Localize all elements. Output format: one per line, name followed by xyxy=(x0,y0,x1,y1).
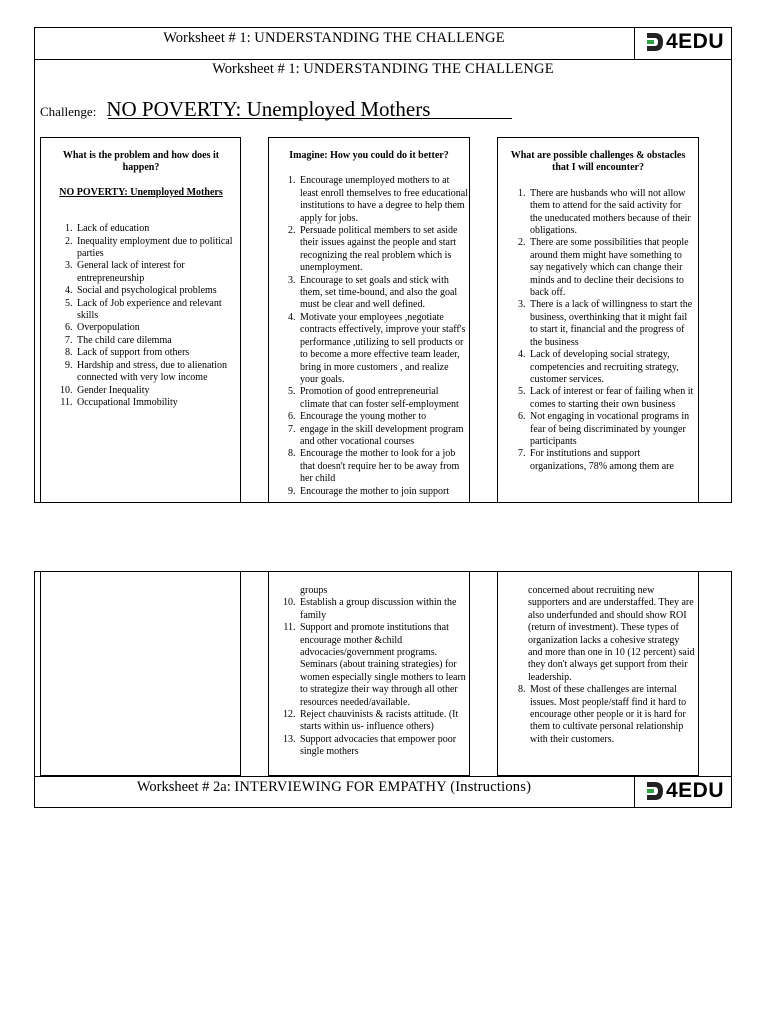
obstacles-heading: What are possible challenges & obstacles that I will encounter? xyxy=(510,150,686,174)
worksheet-2a-header xyxy=(34,779,634,796)
list-item: 11. Support and promote institutions that encourage mother &child advocacies/government programs. Seminars (about training strategies) for women especially single mothers to learn to strategize their way through all other resources needed/available. xyxy=(298,622,468,709)
obstacles-column xyxy=(500,150,696,501)
list-item: 5. Lack of Job experience and relevant skills xyxy=(75,298,237,323)
footer-logo-divider xyxy=(634,776,635,808)
list-item: 4. Social and psychological problems xyxy=(75,285,237,297)
imagine-list-continued xyxy=(270,597,468,758)
logo-4edu xyxy=(645,29,724,55)
list-item: 1. There are husbands who will not allow them to attend for the said activity for the uneducated mothers because of their obligations. xyxy=(528,188,696,238)
list-item: 5. Promotion of good entrepreneurial climate that can foster self-employment xyxy=(298,386,468,411)
list-item: 13. Support advocacies that empower poor single mothers xyxy=(298,734,468,759)
obstacles-list-continued xyxy=(500,684,696,746)
header-divider xyxy=(34,59,732,60)
imagine-heading: Imagine: How you could do it better? xyxy=(289,150,449,161)
list-item: 12. Reject chauvinists & racists attitude. (It starts within us- influence others) xyxy=(298,709,468,734)
logo-mark-icon xyxy=(645,31,665,53)
logo-mark-icon xyxy=(645,780,665,802)
list-item: 1. Encourage unemployed mothers to at least enroll themselves to free educational institutions to have a degree to help them apply for jobs. xyxy=(298,175,468,225)
obstacles-list xyxy=(500,188,696,473)
list-item: 8. Most of these challenges are internal issues. Most people/staff find it hard to encourage other people or it is hard for them to cultivate personal relationship with their customers. xyxy=(528,684,696,746)
problem-list xyxy=(45,223,237,409)
imagine-column-continued xyxy=(270,585,468,775)
list-item: 7. engage in the skill development program and other vocational courses xyxy=(298,424,468,449)
list-item: 6. Encourage the young mother to xyxy=(298,411,468,423)
logo-divider xyxy=(634,27,635,59)
list-item: 6. Overpopulation xyxy=(75,322,237,334)
list-item: 11. Occupational Immobility xyxy=(75,397,237,409)
list-item: 7. The child care dilemma xyxy=(75,335,237,347)
list-item: 9. Hardship and stress, due to alienation connected with very low income xyxy=(75,360,237,385)
worksheet-title: UNDERSTANDING THE CHALLENGE xyxy=(303,61,554,77)
worksheet-1-header xyxy=(34,30,634,47)
worksheet-prefix: Worksheet # 1: xyxy=(163,30,255,46)
challenge-underline xyxy=(108,118,512,119)
list-item: 3. There is a lack of willingness to start the business, overthinking that it might fail to start it, financial and the progress of the business xyxy=(528,299,696,349)
worksheet-title: INTERVIEWING FOR EMPATHY (Instructions) xyxy=(234,779,532,795)
list-item: 2. Inequality employment due to political parties xyxy=(75,236,237,261)
problem-subheading: NO POVERTY: Unemployed Mothers xyxy=(59,186,223,198)
list-item: 7. For institutions and support organizations, 78% among them are xyxy=(528,448,696,473)
list-item: 8. Encourage the mother to look for a job that doesn't require her to be away from her child xyxy=(298,448,468,485)
footer-divider xyxy=(34,776,732,777)
obstacles-column-continued xyxy=(500,585,696,775)
logo-text: 4EDU xyxy=(666,779,725,802)
challenge-text: NO POVERTY: Unemployed Mothers xyxy=(106,97,431,121)
problem-heading: What is the problem and how does it happen? xyxy=(62,150,220,174)
list-item: 8. Lack of support from others xyxy=(75,347,237,359)
worksheet-title: UNDERSTANDING THE CHALLENGE xyxy=(254,30,505,46)
list-item: 2. There are some possibilities that people around them might have something to say negatively which can change their minds and to decline their decisions to back off. xyxy=(528,237,696,299)
list-item: 5. Lack of interest or fear of failing when it comes to starting their own business xyxy=(528,386,696,411)
imagine-column xyxy=(270,150,468,501)
worksheet-prefix: Worksheet # 1: xyxy=(212,61,304,77)
problem-column xyxy=(45,150,237,409)
list-item: 1. Lack of education xyxy=(75,223,237,235)
list-item: 3. General lack of interest for entrepreneurship xyxy=(75,260,237,285)
worksheet-1-subheader xyxy=(34,61,732,78)
list-item: 10. Establish a group discussion within the family xyxy=(298,597,468,622)
worksheet-prefix: Worksheet # 2a: xyxy=(136,779,235,795)
list-item: 6. Not engaging in vocational programs in fear of being discriminated by younger participants xyxy=(528,411,696,448)
list-item: 2. Persuade political members to set aside their issues against the people and start recognizing the real problem which is unemployment. xyxy=(298,225,468,275)
list-item: 4. Motivate your employees ,negotiate contracts effectively, improve your staff's performance ,utilizing to sell products or to become a more effective team leader, bring in more customers , and realize your goals. xyxy=(298,312,468,386)
challenge-label: Challenge: xyxy=(40,104,97,119)
list-item: 9. Encourage the mother to join support xyxy=(298,486,468,498)
list-item: 10. Gender Inequality xyxy=(75,385,237,397)
obstacles-continuation: concerned about recruiting new supporters and are understaffed. They are also underfunded and should show ROI (return of investment). These types of organization lacks a cohesive strategy and more than one in 10 (12 percent) said they don't always get support from their leadership. xyxy=(528,585,695,683)
list-item: 3. Encourage to set goals and stick with them, set time-bound, and also the goal must be clear and well defined. xyxy=(298,275,468,312)
logo-4edu-footer xyxy=(645,778,724,804)
logo-text: 4EDU xyxy=(666,30,725,53)
imagine-continuation: groups xyxy=(300,585,328,596)
list-item: 4. Lack of developing social strategy, competencies and recruiting strategy, customer services. xyxy=(528,349,696,386)
problem-box-continued xyxy=(40,571,241,776)
imagine-list xyxy=(270,175,468,498)
